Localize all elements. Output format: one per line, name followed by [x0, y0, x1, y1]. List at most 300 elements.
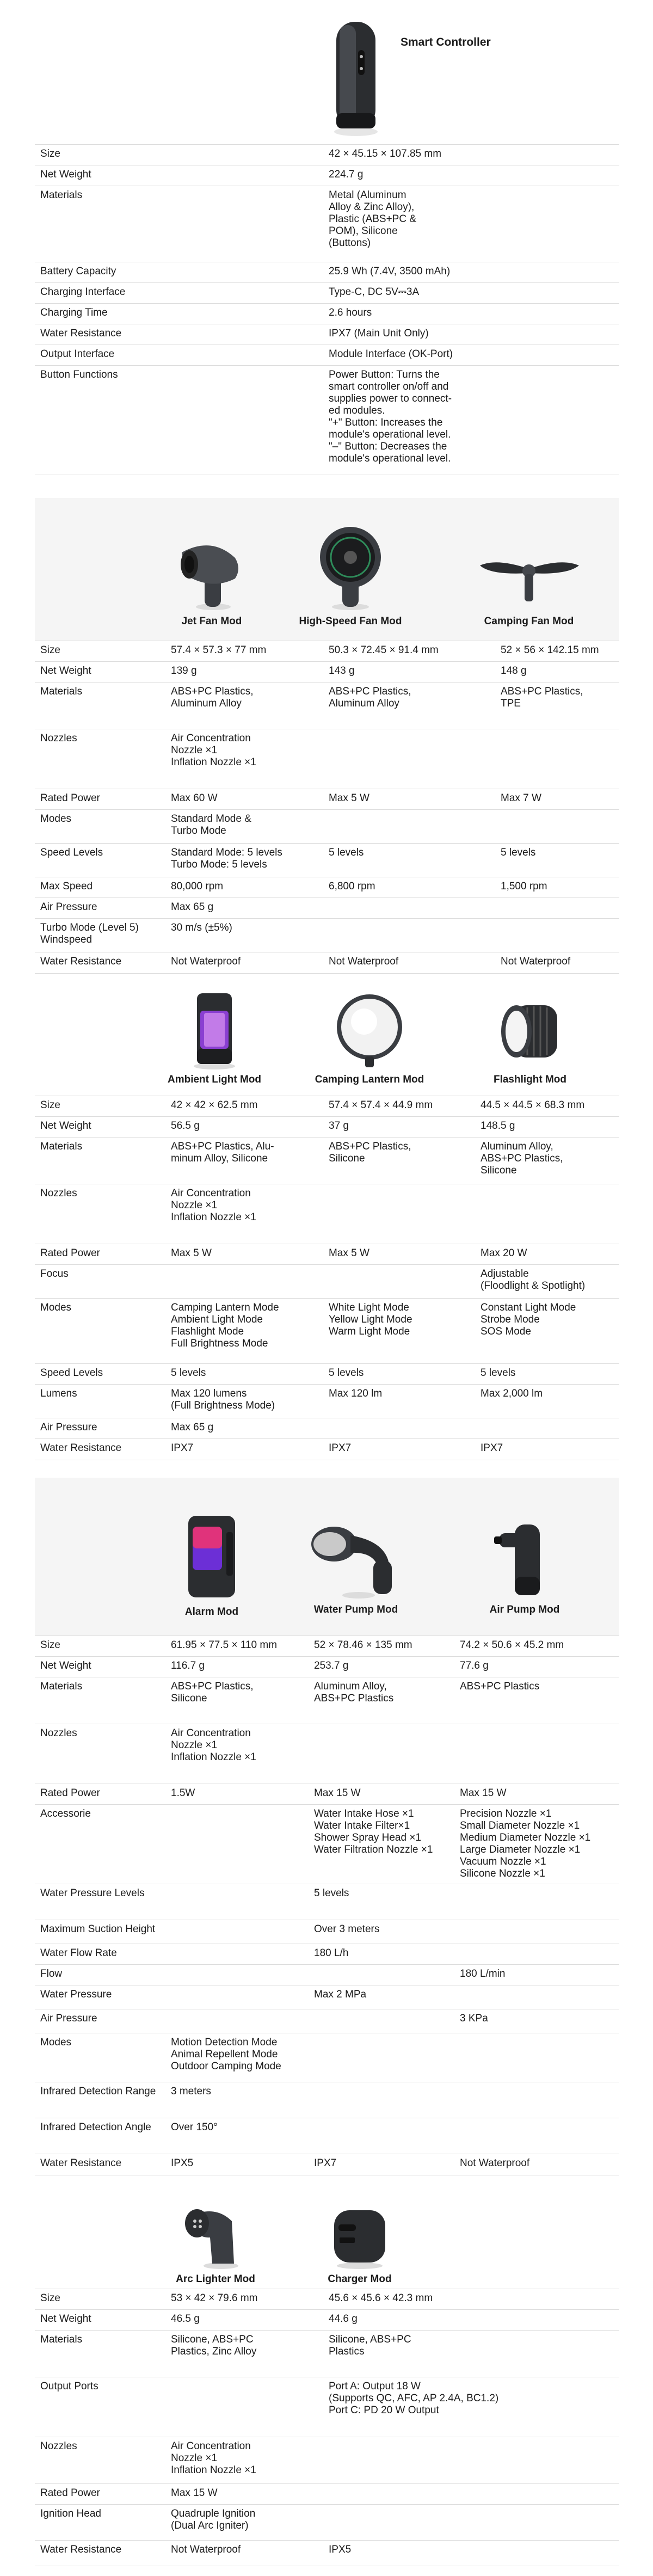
spec-line: Port C: PD 20 W Output — [329, 2405, 439, 2416]
spec-line: Nozzle ×1 — [171, 2452, 218, 2464]
spec-line: Silicone — [329, 1153, 365, 1164]
spec-label: Size — [40, 148, 60, 159]
spec-line: 5 levels — [501, 847, 536, 858]
spec-line: Outdoor Camping Mode — [171, 2061, 281, 2072]
spec-line: "–" Button: Decreases the — [329, 441, 447, 452]
spec-row-size — [35, 2289, 619, 2310]
alarm-mod — [157, 1510, 266, 1618]
spec-line: Port A: Output 18 W — [329, 2381, 421, 2392]
spec-line: Strobe Mode — [480, 1314, 540, 1325]
spec-value — [329, 1141, 411, 1165]
spec-line: IPX7 — [314, 2157, 337, 2169]
spec-line: Type-C, DC 5V⎓3A — [329, 286, 420, 298]
spec-value — [329, 665, 355, 677]
spec-line: 57.4 × 57.3 × 77 mm — [171, 644, 267, 656]
spec-line: 52 × 56 × 142.15 mm — [501, 644, 599, 656]
spec-label: Infrared Detection Range — [40, 2086, 156, 2097]
spec-line: Not Waterproof — [171, 2544, 241, 2555]
spec-label: Maximum Suction Height — [40, 1923, 156, 1935]
spec-value — [501, 644, 599, 656]
spec-label: Water Resistance — [40, 1442, 122, 1454]
spec-line: Aluminum Alloy — [171, 698, 242, 709]
camping-fan-mod — [464, 542, 594, 628]
water-pump-mod-label: Water Pump Mod — [313, 1604, 398, 1615]
spec-line: Animal Repellent Mode — [171, 2049, 278, 2060]
spec-row-net-weight — [35, 1656, 619, 1677]
spec-line: ABS+PC Plastics, — [480, 1153, 563, 1164]
spec-label: Battery Capacity — [40, 266, 116, 277]
spec-value — [171, 1442, 193, 1454]
spec-row-water-resistance — [35, 2154, 619, 2175]
spec-line: Max 120 lm — [329, 1388, 383, 1399]
spec-value — [329, 881, 375, 893]
spec-line: 37 g — [329, 1120, 349, 1132]
spec-line: 80,000 rpm — [171, 881, 224, 892]
spec-label: Size — [40, 2292, 60, 2304]
spec-value — [480, 1388, 543, 1400]
spec-value — [329, 1247, 369, 1259]
spec-line: Aluminum Alloy, — [314, 1681, 387, 1692]
spec-value — [480, 1141, 563, 1177]
spec-row-size — [35, 144, 619, 165]
spec-line: ABS+PC Plastics, — [501, 686, 583, 697]
arc-lighter-icon — [177, 2199, 254, 2270]
spec-value — [501, 881, 547, 893]
spec-row-rated-power — [35, 1244, 619, 1265]
spec-line: 6,800 rpm — [329, 881, 375, 892]
spec-value — [329, 2544, 351, 2556]
spec-row-materials — [35, 186, 619, 262]
spec-line: Module Interface (OK-Port) — [329, 348, 453, 360]
spec-value — [171, 2440, 256, 2476]
spec-value — [171, 792, 218, 804]
spec-label: Nozzles — [40, 1188, 77, 1199]
spec-line: ABS+PC Plastics — [460, 1681, 540, 1692]
spec-line: Not Waterproof — [501, 956, 571, 967]
spec-line: Full Brightness Mode — [171, 1338, 268, 1349]
spec-line: Not Waterproof — [329, 956, 399, 967]
alarm-icon — [176, 1510, 247, 1603]
spec-row-water-resistance — [35, 1438, 619, 1460]
spec-value — [460, 1639, 564, 1651]
spec-line: IPX5 — [329, 2544, 352, 2555]
spec-value — [171, 2292, 258, 2304]
spec-label: Size — [40, 1639, 60, 1651]
spec-value — [171, 733, 256, 769]
spec-row-nozzles — [35, 1184, 619, 1244]
spec-line: Over 3 meters — [314, 1923, 380, 1935]
controller-section — [35, 0, 619, 498]
spec-value — [171, 1188, 256, 1224]
ambient-light-mod — [160, 989, 269, 1086]
spec-row-flow — [35, 1964, 619, 1985]
spec-line: Plastics, Zinc Alloy — [171, 2346, 257, 2357]
spec-line: 1.5W — [171, 1787, 195, 1799]
charger-icon — [324, 2203, 395, 2270]
spec-value — [171, 2313, 200, 2325]
spec-label: Infrared Detection Angle — [40, 2122, 151, 2133]
spec-row-materials — [35, 2330, 619, 2377]
spec-line: 5 levels — [329, 1367, 364, 1379]
spec-row-speed-levels — [35, 1363, 619, 1385]
spec-value — [314, 1888, 349, 1899]
spec-row-materials — [35, 1137, 619, 1184]
spec-label: Water Pressure Levels — [40, 1888, 145, 1899]
spec-value — [329, 792, 369, 804]
spec-row-water-flow-rate — [35, 1944, 619, 1965]
spec-row-modes — [35, 1298, 619, 1364]
spec-label: Air Pressure — [40, 1422, 97, 1433]
spec-label: Water Flow Rate — [40, 1947, 117, 1959]
spec-label: Air Pressure — [40, 2013, 97, 2024]
spec-line: 77.6 g — [460, 1660, 489, 1671]
spec-line: Silicone, ABS+PC — [171, 2334, 254, 2345]
spec-line: 180 L/min — [460, 1968, 506, 1979]
high-speed-fan-mod-label: High-Speed Fan Mod — [299, 616, 402, 627]
spec-label: Accessorie — [40, 1808, 91, 1819]
spec-value — [460, 2157, 529, 2169]
spec-value — [329, 1302, 412, 1338]
spec-row-net-weight — [35, 2309, 619, 2331]
spec-value — [329, 266, 450, 278]
spec-value — [314, 1947, 348, 1959]
spec-line: SOS Mode — [480, 1326, 531, 1337]
spec-row-net-weight — [35, 165, 619, 186]
spec-value — [171, 847, 282, 871]
spec-value — [171, 686, 254, 710]
spec-line: Plastic (ABS+PC & — [329, 213, 417, 225]
spec-line: Constant Light Mode — [480, 1302, 576, 1313]
spec-line: 30 m/s (±5%) — [171, 922, 232, 933]
spec-row-output-interface — [35, 345, 619, 366]
spec-line: Adjustable — [480, 1268, 529, 1280]
flashlight-mod — [481, 994, 579, 1086]
spec-label: Output Interface — [40, 348, 115, 360]
air-pump-mod — [476, 1511, 574, 1616]
spec-line: Nozzle ×1 — [171, 1200, 218, 1211]
spec-value — [171, 1787, 195, 1799]
spec-line: Max 65 g — [171, 901, 214, 913]
spec-line: minum Alloy, Silicone — [171, 1153, 268, 1164]
spec-label: Flow — [40, 1968, 63, 1979]
spec-line: 52 × 78.46 × 135 mm — [314, 1639, 412, 1651]
spec-line: ABS+PC Plastics — [314, 1693, 394, 1704]
spec-value — [171, 881, 223, 893]
spec-value — [480, 1442, 503, 1454]
spec-line: 42 × 45.15 × 107.85 mm — [329, 148, 442, 159]
spec-row-output-ports — [35, 2377, 619, 2437]
charger-mod — [311, 2203, 409, 2285]
spec-line: Max 20 W — [480, 1247, 527, 1259]
spec-line: Water Filtration Nozzle ×1 — [314, 1844, 433, 1855]
spec-label: Charging Interface — [40, 286, 126, 298]
spec-row-turbo-mode-level-5-windspeed — [35, 918, 619, 952]
spec-value — [460, 1660, 489, 1672]
spec-line: IPX7 — [171, 1442, 194, 1454]
spec-line: TPE — [501, 698, 521, 709]
spec-value — [171, 1681, 254, 1705]
spec-value — [171, 1247, 212, 1259]
spec-line: Silicone, ABS+PC — [329, 2334, 411, 2345]
spec-label: Water Resistance — [40, 328, 122, 339]
spec-line: 53 × 42 × 79.6 mm — [171, 2292, 258, 2304]
spec-label: Lumens — [40, 1388, 77, 1399]
spec-row-ignition-head — [35, 2504, 619, 2541]
spec-value — [171, 2122, 218, 2134]
spec-line: Max 5 W — [329, 1247, 369, 1259]
spec-row-rated-power — [35, 2483, 619, 2505]
pump-section — [35, 1478, 619, 2195]
spec-label: Net Weight — [40, 169, 91, 180]
spec-label: Nozzles — [40, 733, 77, 744]
spec-line: Inflation Nozzle ×1 — [171, 1751, 256, 1763]
spec-value — [480, 1302, 576, 1338]
spec-label: Net Weight — [40, 2313, 91, 2325]
spec-label: Modes — [40, 2037, 72, 2048]
smart-controller-image — [329, 17, 383, 137]
spec-value — [501, 665, 527, 677]
spec-value — [314, 1660, 348, 1672]
high-speed-fan-mod — [291, 522, 410, 628]
spec-line: smart controller on/off and — [329, 381, 449, 392]
spec-row-max-speed — [35, 877, 619, 898]
flashlight-mod-label: Flashlight Mod — [493, 1074, 567, 1085]
spec-line: Air Concentration — [171, 1727, 251, 1739]
spec-value — [171, 1120, 200, 1132]
spec-row-water-pressure-levels — [35, 1884, 619, 1920]
spec-value — [171, 2157, 193, 2169]
spec-value — [460, 2013, 488, 2025]
spec-value — [501, 847, 535, 859]
spec-label: Materials — [40, 1141, 83, 1152]
spec-row-air-pressure — [35, 897, 619, 919]
spec-value — [460, 1968, 505, 1980]
spec-row-battery-capacity — [35, 262, 619, 283]
spec-value — [171, 1099, 258, 1111]
camping-lantern-mod — [310, 992, 429, 1086]
spec-line: ABS+PC Plastics, — [171, 1681, 254, 1692]
spec-label: Rated Power — [40, 2487, 100, 2499]
light-hero — [35, 966, 619, 1096]
spec-value — [329, 348, 453, 360]
spec-value — [329, 1388, 382, 1400]
flashlight-icon — [495, 994, 565, 1071]
spec-line: Medium Diameter Nozzle ×1 — [460, 1832, 591, 1843]
spec-row-rated-power — [35, 789, 619, 810]
fan-hero — [35, 498, 619, 641]
spec-label: Ignition Head — [40, 2508, 101, 2519]
spec-line: IPX7 (Main Unit Only) — [329, 328, 429, 339]
spec-line: Silicone Nozzle ×1 — [460, 1868, 545, 1879]
spec-line: 61.95 × 77.5 × 110 mm — [171, 1639, 278, 1651]
spec-row-modes — [35, 2033, 619, 2082]
spec-line: 116.7 g — [171, 1660, 205, 1671]
spec-line: Ambient Light Mode — [171, 1314, 263, 1325]
spec-value — [171, 1422, 213, 1434]
spec-row-accessorie — [35, 1804, 619, 1884]
spec-line: Plastics — [329, 2346, 365, 2357]
spec-row-charging-time — [35, 303, 619, 324]
spec-line: 3 meters — [171, 2086, 211, 2097]
spec-row-nozzles — [35, 729, 619, 789]
spec-line: Small Diameter Nozzle ×1 — [460, 1820, 580, 1831]
spec-line: Nozzle ×1 — [171, 1739, 218, 1751]
arc-hero — [35, 2185, 619, 2289]
ambient-light-mod-label: Ambient Light Mod — [167, 1074, 262, 1085]
controller-hero — [35, 0, 619, 144]
spec-line: Motion Detection Mode — [171, 2037, 278, 2048]
spec-line: Quadruple Ignition — [171, 2508, 256, 2519]
fan-section — [35, 498, 619, 967]
spec-line: ABS+PC Plastics, Alu- — [171, 1141, 274, 1152]
air-pump-mod-label: Air Pump Mod — [489, 1604, 560, 1615]
spec-line: Flashlight Mode — [171, 1326, 244, 1337]
spec-line: Power Button: Turns the — [329, 369, 440, 380]
spec-row-infrared-detection-angle — [35, 2118, 619, 2154]
spec-value — [329, 369, 452, 465]
spec-line: White Light Mode — [329, 1302, 409, 1313]
spec-label: Modes — [40, 1302, 72, 1313]
spec-label: Water Pressure — [40, 1989, 112, 2000]
spec-line: ed modules. — [329, 405, 385, 416]
spec-label: Max Speed — [40, 881, 93, 892]
spec-label: Air Pressure — [40, 901, 97, 913]
spec-line: Water Intake Filter×1 — [314, 1820, 410, 1831]
spec-value — [460, 1681, 539, 1693]
spec-line: 5 levels — [329, 847, 364, 858]
spec-value — [314, 1923, 379, 1935]
spec-value — [171, 2334, 256, 2358]
spec-line: 50.3 × 72.45 × 91.4 mm — [329, 644, 439, 656]
spec-value — [329, 2292, 433, 2304]
spec-line: (Full Brightness Mode) — [171, 1400, 275, 1411]
spec-label: Net Weight — [40, 1660, 91, 1671]
spec-value — [171, 2544, 241, 2556]
spec-label: Speed Levels — [40, 1367, 103, 1379]
spec-label: Nozzles — [40, 1727, 77, 1739]
spec-line: 57.4 × 57.4 × 44.9 mm — [329, 1099, 433, 1111]
spec-line: Camping Lantern Mode — [171, 1302, 279, 1313]
spec-line: Large Diameter Nozzle ×1 — [460, 1844, 581, 1855]
spec-line: Air Concentration — [171, 1188, 251, 1199]
spec-line: Inflation Nozzle ×1 — [171, 1212, 256, 1223]
spec-value — [329, 1367, 364, 1379]
spec-line: 1,500 rpm — [501, 881, 547, 892]
spec-line: Silicone — [171, 1693, 207, 1704]
spec-line: POM), Silicone — [329, 225, 398, 237]
spec-value — [480, 1120, 515, 1132]
spec-value — [329, 1120, 349, 1132]
spec-row-lumens — [35, 1384, 619, 1418]
spec-line: Over 150° — [171, 2122, 218, 2133]
camping-fan-mod-label: Camping Fan Mod — [484, 616, 574, 627]
spec-line: (Supports QC, AFC, AP 2.4A, BC1.2) — [329, 2393, 499, 2404]
spec-value — [329, 307, 372, 319]
arc-lighter-mod-label: Arc Lighter Mod — [176, 2273, 255, 2285]
jet-fan-mod-label: Jet Fan Mod — [181, 616, 242, 627]
spec-row-materials — [35, 682, 619, 729]
spec-line: IPX5 — [171, 2157, 194, 2169]
spec-value — [501, 686, 583, 710]
camping-lantern-icon — [331, 992, 408, 1071]
spec-value — [171, 1727, 256, 1763]
spec-line: Max 15 W — [314, 1787, 361, 1799]
spec-line: Max 2 MPa — [314, 1989, 367, 2000]
spec-line: module's operational level. — [329, 453, 451, 464]
spec-label: Materials — [40, 1681, 83, 1692]
spec-value — [171, 901, 213, 913]
spec-line: Max 65 g — [171, 1422, 214, 1433]
spec-value — [460, 1787, 507, 1799]
spec-label: Materials — [40, 189, 83, 201]
spec-label: Speed Levels — [40, 847, 103, 858]
spec-line: Precision Nozzle ×1 — [460, 1808, 552, 1819]
spec-line: 148.5 g — [480, 1120, 515, 1132]
spec-label: Button Functions — [40, 369, 118, 380]
charger-mod-label: Charger Mod — [328, 2273, 392, 2285]
spec-value — [314, 1808, 433, 1856]
spec-line: 3 KPa — [460, 2013, 488, 2024]
spec-label: Turbo Mode (Level 5) Windspeed — [40, 922, 139, 945]
spec-line: Max 15 W — [171, 2487, 218, 2499]
spec-line: 224.7 g — [329, 169, 364, 180]
spec-row-nozzles — [35, 1724, 619, 1784]
spec-label: Net Weight — [40, 665, 91, 677]
spec-value — [329, 644, 439, 656]
jet-fan-mod — [157, 531, 266, 628]
arc-section — [35, 2185, 619, 2576]
spec-value — [314, 1787, 361, 1799]
spec-line: 148 g — [501, 665, 527, 677]
spec-line: Shower Spray Head ×1 — [314, 1832, 421, 1843]
spec-value — [171, 922, 232, 934]
spec-value — [171, 1639, 277, 1651]
spec-value — [171, 1302, 279, 1350]
spec-row-button-functions — [35, 365, 619, 475]
spec-line: (Dual Arc Igniter) — [171, 2520, 249, 2531]
spec-value — [171, 1367, 206, 1379]
spec-line: 42 × 42 × 62.5 mm — [171, 1099, 258, 1111]
spec-value — [171, 1388, 275, 1412]
spec-value — [480, 1367, 515, 1379]
spec-line: Inflation Nozzle ×1 — [171, 2464, 256, 2476]
spec-row-speed-levels — [35, 843, 619, 877]
spec-line: 74.2 × 50.6 × 45.2 mm — [460, 1639, 564, 1651]
spec-label: Focus — [40, 1268, 69, 1280]
spec-value — [171, 644, 266, 656]
spec-line: Metal (Aluminum — [329, 189, 406, 201]
spec-line: Aluminum Alloy, — [480, 1141, 553, 1152]
light-section — [35, 966, 619, 1470]
spec-value — [480, 1247, 527, 1259]
spec-value — [329, 2334, 411, 2358]
spec-line: ABS+PC Plastics, — [329, 686, 411, 697]
spec-line: 143 g — [329, 665, 355, 677]
spec-line: ABS+PC Plastics, — [329, 1141, 411, 1152]
spec-value — [329, 2313, 358, 2325]
spec-line: Max 60 W — [171, 792, 218, 804]
spec-line: 25.9 Wh (7.4V, 3500 mAh) — [329, 266, 451, 277]
spec-value — [171, 2037, 281, 2073]
spec-row-rated-power — [35, 1784, 619, 1805]
spec-label: Rated Power — [40, 792, 100, 804]
spec-value — [171, 1141, 274, 1165]
spec-line: 5 levels — [314, 1888, 349, 1899]
pump-hero — [35, 1478, 619, 1636]
spec-line: Max 5 W — [329, 792, 369, 804]
spec-row-size — [35, 641, 619, 662]
spec-label: Water Resistance — [40, 2157, 122, 2169]
